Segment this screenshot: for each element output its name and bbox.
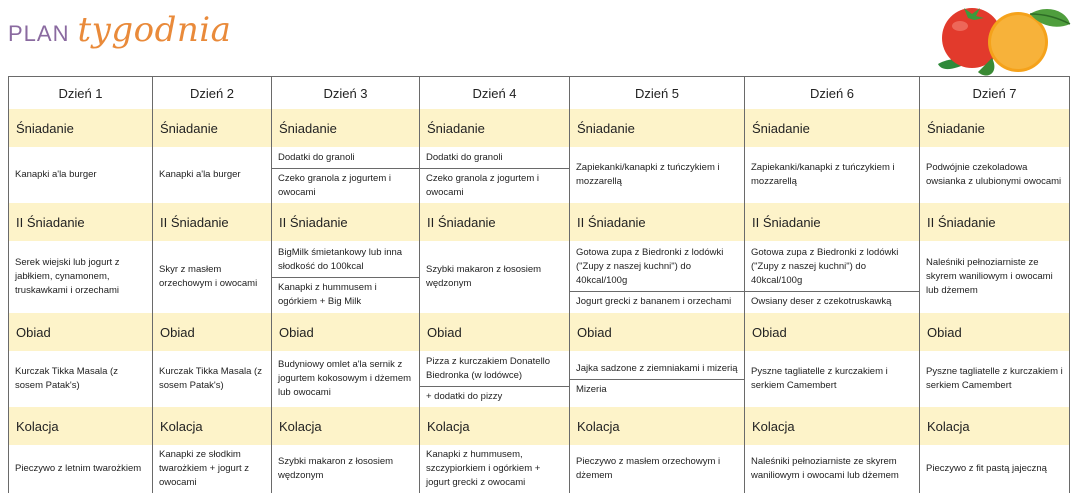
day-header: Dzień 1	[9, 77, 153, 110]
food-cell	[420, 445, 570, 493]
food-item: Kanapki a'la burger	[15, 169, 97, 180]
food-cell	[570, 351, 745, 407]
food-cell	[9, 147, 153, 203]
food-cell	[420, 351, 570, 407]
meal-label: Kolacja	[153, 407, 272, 445]
food-item: Kanapki a'la burger	[159, 169, 241, 180]
meal-label: Obiad	[570, 313, 745, 351]
meal-label: Kolacja	[570, 407, 745, 445]
fruit-illustration-icon	[934, 0, 1074, 80]
food-item: Pyszne tagliatelle z kurczakiem i serkiem Camembert	[751, 366, 888, 391]
food-cell	[920, 147, 1070, 203]
day-header: Dzień 7	[920, 77, 1070, 110]
meal-label: Śniadanie	[9, 109, 153, 147]
food-cell	[9, 241, 153, 313]
meal-label: II Śniadanie	[920, 203, 1070, 241]
food-item: BigMilk śmietankowy lub inna słodkość do 100kcal	[278, 246, 403, 272]
food-item: Kanapki ze słodkim twarożkiem + jogurt z owocami	[159, 449, 250, 488]
food-row	[9, 147, 1070, 203]
meal-label: Obiad	[272, 313, 420, 351]
food-item: Naleśniki pełnoziarniste ze skyrem waniliowym i owocami lub dżemem	[926, 257, 1053, 296]
food-item: Jajka sadzone z ziemniakami i mizerią	[576, 362, 738, 374]
food-cell	[570, 241, 745, 313]
meal-row	[9, 407, 1070, 445]
food-row	[9, 351, 1070, 407]
food-item: Pieczywo z fit pastą jajeczną	[926, 463, 1047, 474]
page-header	[8, 10, 231, 60]
food-cell	[570, 445, 745, 493]
food-item: Pyszne tagliatelle z kurczakiem i serkiem Camembert	[926, 366, 1063, 391]
day-header-row	[9, 77, 1070, 110]
food-cell	[420, 147, 570, 203]
day-header: Dzień 3	[272, 77, 420, 110]
food-item: Pizza z kurczakiem Donatello Biedronka (w lodówce)	[426, 355, 551, 381]
food-item: Kanapki z hummusem i ogórkiem + Big Milk	[272, 277, 419, 312]
food-item: Pieczywo z letnim twarożkiem	[15, 463, 142, 474]
meal-label: II Śniadanie	[9, 203, 153, 241]
meal-label: Obiad	[420, 313, 570, 351]
food-item: Dodatki do granoli	[426, 151, 503, 163]
food-item: Skyr z masłem orzechowym i owocami	[159, 264, 258, 289]
food-item: Naleśniki pełnoziarniste ze skyrem waniliowym i owocami lub dżemem	[751, 456, 899, 481]
meal-row	[9, 109, 1070, 147]
food-cell	[9, 445, 153, 493]
food-cell	[745, 445, 920, 493]
food-cell	[570, 147, 745, 203]
food-cell	[272, 241, 420, 313]
food-item: Budyniowy omlet a'la sernik z jogurtem kokosowym i dżemem lub owocami	[278, 359, 412, 398]
meal-label: Obiad	[745, 313, 920, 351]
meal-label: Śniadanie	[420, 109, 570, 147]
meal-label: Obiad	[920, 313, 1070, 351]
food-cell	[745, 351, 920, 407]
food-item: Podwójnie czekoladowa owsianka z ulubionymi owocami	[926, 162, 1062, 187]
food-item: Szybki makaron z łososiem wędzonym	[426, 264, 542, 289]
meal-label: Kolacja	[745, 407, 920, 445]
day-header: Dzień 5	[570, 77, 745, 110]
food-cell	[920, 445, 1070, 493]
title-plan: PLAN	[8, 21, 70, 46]
food-cell	[272, 147, 420, 203]
meal-row	[9, 313, 1070, 351]
food-cell	[9, 351, 153, 407]
food-row	[9, 241, 1070, 313]
food-item: Kurczak Tikka Masala (z sosem Patak's)	[159, 366, 262, 391]
food-item: Kanapki z hummusem, szczypiorkiem i ogórkiem + jogurt grecki z owocami	[426, 449, 541, 488]
day-header: Dzień 4	[420, 77, 570, 110]
food-item: Pieczywo z masłem orzechowym i dżemem	[576, 456, 721, 481]
meal-label: Śniadanie	[920, 109, 1070, 147]
day-header: Dzień 6	[745, 77, 920, 110]
meal-label: II Śniadanie	[745, 203, 920, 241]
food-item: Czeko granola z jogurtem i owocami	[420, 168, 569, 203]
food-cell	[920, 351, 1070, 407]
meal-label: II Śniadanie	[420, 203, 570, 241]
food-cell	[745, 147, 920, 203]
food-item: Dodatki do granoli	[278, 151, 355, 163]
meal-label: Kolacja	[420, 407, 570, 445]
food-row	[9, 445, 1070, 493]
food-cell	[153, 241, 272, 313]
meal-label: Kolacja	[920, 407, 1070, 445]
meal-label: II Śniadanie	[570, 203, 745, 241]
food-cell	[745, 241, 920, 313]
meal-label: II Śniadanie	[272, 203, 420, 241]
day-header: Dzień 2	[153, 77, 272, 110]
food-item: Zapiekanki/kanapki z tuńczykiem i mozzarellą	[751, 162, 895, 187]
food-item: Mizeria	[570, 379, 744, 400]
meal-label: Śniadanie	[570, 109, 745, 147]
meal-label: Śniadanie	[153, 109, 272, 147]
food-item: Szybki makaron z łososiem wędzonym	[278, 456, 394, 481]
meal-label: Kolacja	[272, 407, 420, 445]
food-item: Czeko granola z jogurtem i owocami	[272, 168, 419, 203]
food-item: Kurczak Tikka Masala (z sosem Patak's)	[15, 366, 118, 391]
food-item: Zapiekanki/kanapki z tuńczykiem i mozzarellą	[576, 162, 720, 187]
meal-label: Śniadanie	[745, 109, 920, 147]
food-item: Owsiany deser z czekotruskawką	[745, 291, 919, 312]
food-item: Gotowa zupa z Biedronki z lodówki ("Zupy z naszej kuchni") do 40kcal/100g	[751, 246, 899, 286]
meal-label: Obiad	[153, 313, 272, 351]
meal-row	[9, 203, 1070, 241]
food-item: Gotowa zupa z Biedronki z lodówki ("Zupy z naszej kuchni") do 40kcal/100g	[576, 246, 724, 286]
meal-label: Kolacja	[9, 407, 153, 445]
food-cell	[272, 351, 420, 407]
food-cell	[153, 445, 272, 493]
meal-label: Śniadanie	[272, 109, 420, 147]
food-cell	[272, 445, 420, 493]
meal-label: II Śniadanie	[153, 203, 272, 241]
meal-label: Obiad	[9, 313, 153, 351]
food-item: Serek wiejski lub jogurt z jabłkiem, cynamonem, truskawkami i orzechami	[15, 257, 120, 296]
food-cell	[920, 241, 1070, 313]
food-cell	[153, 147, 272, 203]
title-script: tygodnia	[77, 10, 232, 50]
food-item: Jogurt grecki z bananem i orzechami	[570, 291, 744, 312]
weekly-plan-table	[8, 76, 1070, 493]
food-cell	[420, 241, 570, 313]
food-cell	[153, 351, 272, 407]
food-item: + dodatki do pizzy	[420, 386, 569, 407]
